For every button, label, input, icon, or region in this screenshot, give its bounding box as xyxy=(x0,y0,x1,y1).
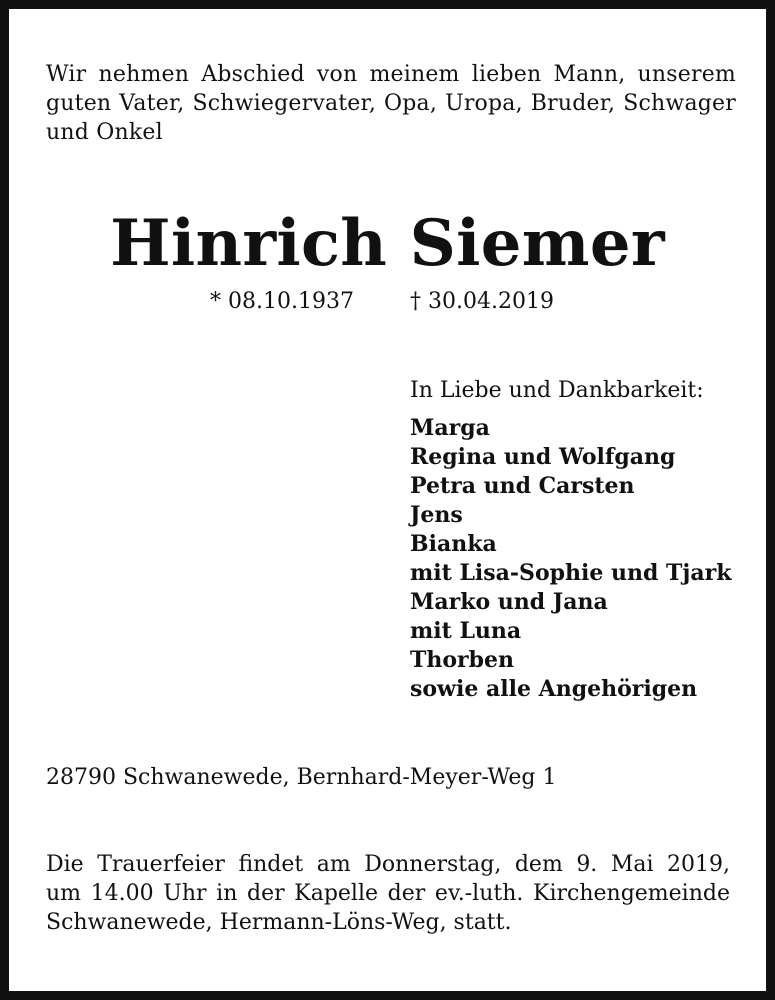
intro-line: guten Vater, Schwiegervater, Opa, Uropa, Bruder, Schwager xyxy=(46,91,736,116)
mourner-name: Petra und Carsten xyxy=(410,473,635,499)
mourner-name: Jens xyxy=(410,502,463,528)
ceremony-line: um 14.00 Uhr in der Kapelle der ev.-luth. Kirchengemeinde xyxy=(46,881,730,906)
ceremony-line: Die Trauerfeier findet am Donnerstag, dem 9. Mai 2019, xyxy=(46,852,730,877)
ceremony-line: Schwanewede, Hermann-Löns-Weg, statt. xyxy=(46,910,512,935)
mourners-list xyxy=(410,414,731,704)
mourner-name: Regina und Wolfgang xyxy=(410,444,676,470)
mourner-name: Marko und Jana xyxy=(410,589,608,615)
mourner-name: sowie alle Angehörigen xyxy=(410,676,698,702)
address: 28790 Schwanewede, Bernhard-Meyer-Weg 1 xyxy=(46,765,557,790)
birth-date: * 08.10.1937 xyxy=(210,289,354,314)
mourner-name: mit Lisa-Sophie und Tjark xyxy=(410,560,732,586)
intro-text xyxy=(46,60,736,147)
mourner-name: Bianka xyxy=(410,531,497,557)
mourners-heading: In Liebe und Dankbarkeit: xyxy=(410,378,704,403)
ceremony-text xyxy=(46,850,730,937)
mourner-name: mit Luna xyxy=(410,618,522,644)
mourner-name: Marga xyxy=(410,415,490,441)
mourner-name: Thorben xyxy=(410,647,515,673)
death-date: † 30.04.2019 xyxy=(410,289,554,314)
intro-line: und Onkel xyxy=(46,120,163,145)
deceased-name: Hinrich Siemer xyxy=(110,206,665,281)
intro-line: Wir nehmen Abschied von meinem lieben Mann, unserem xyxy=(46,62,736,87)
